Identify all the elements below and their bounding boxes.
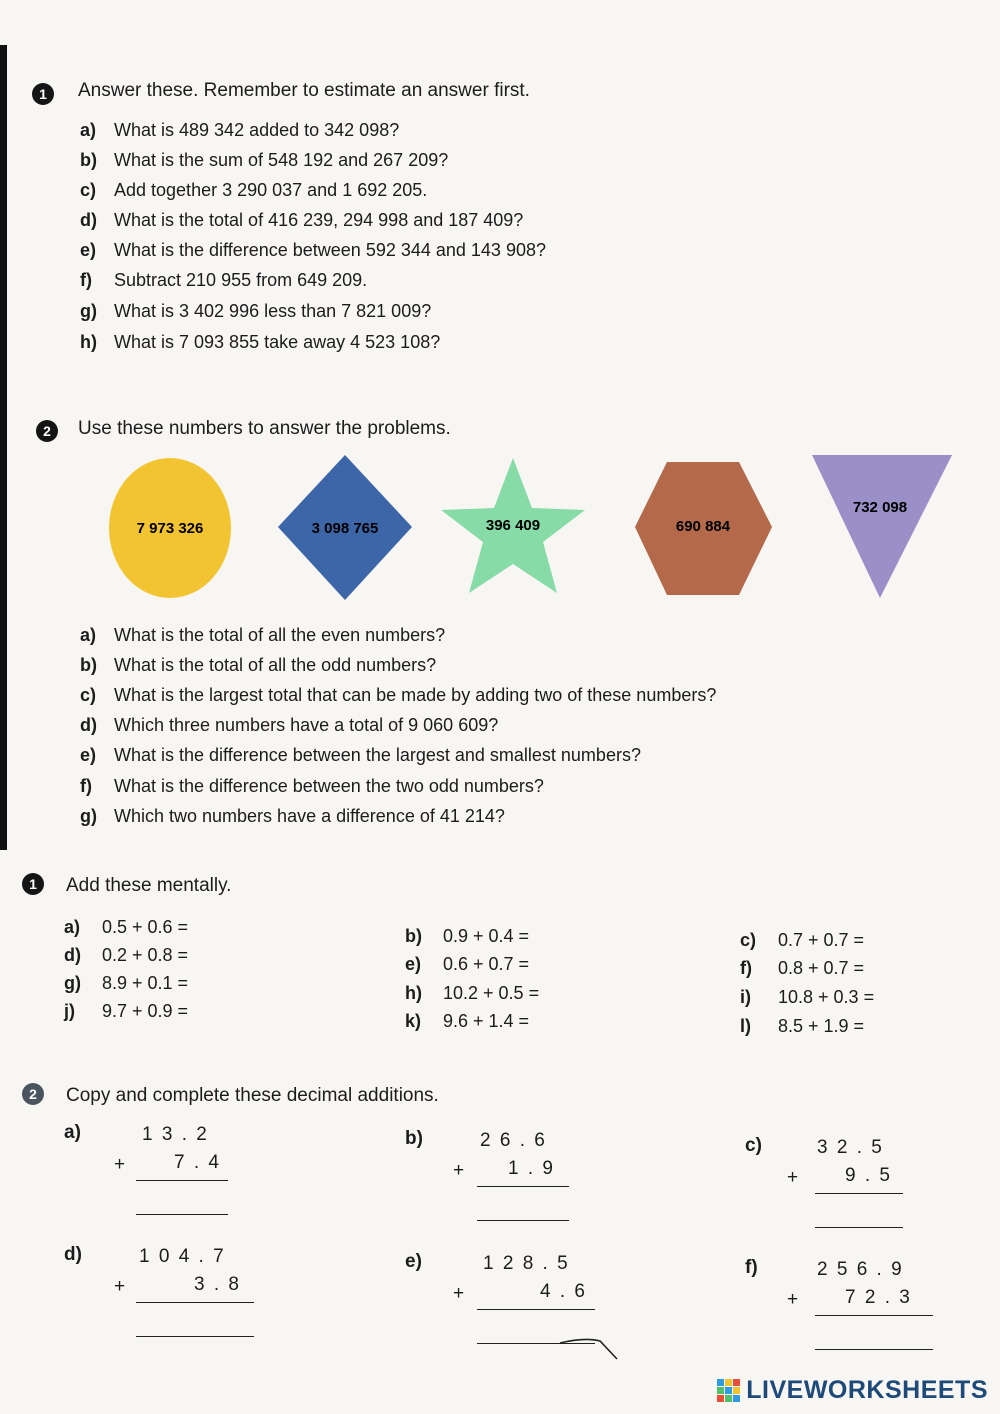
sum-line [815, 1315, 933, 1316]
addend-top: 1 3 . 2 [142, 1124, 209, 1145]
item-label: i) [740, 987, 751, 1007]
mental-item [740, 930, 864, 951]
question-label: a) [80, 625, 97, 645]
addend-bottom: 9 . 5 [845, 1165, 892, 1186]
item-expression: 8.9 + 0.1 = [102, 973, 189, 993]
problem-label: b) [405, 1128, 423, 1149]
mental-item [405, 954, 529, 975]
question-item [80, 120, 399, 141]
question-text: What is 3 402 996 less than 7 821 009? [114, 301, 432, 321]
brand-name: LIVEWORKSHEETS [746, 1376, 988, 1404]
question-label: d) [80, 715, 97, 735]
item-expression: 0.9 + 0.4 = [443, 926, 530, 946]
addition-problem [405, 1251, 635, 1361]
question-text: What is the total of all the odd numbers? [114, 655, 437, 675]
addend-bottom: 3 . 8 [194, 1274, 241, 1295]
question-label: b) [80, 150, 97, 170]
question-item [80, 210, 523, 231]
question-item [80, 240, 546, 261]
mental-item [740, 987, 874, 1008]
problem-label: d) [64, 1244, 82, 1265]
item-label: e) [405, 954, 422, 974]
question-item [80, 625, 445, 646]
addend-top: 2 5 6 . 9 [817, 1259, 904, 1280]
question-label: a) [80, 120, 97, 140]
answer-line [815, 1227, 903, 1228]
question-item [80, 332, 440, 353]
addend-top: 1 0 4 . 7 [139, 1246, 226, 1267]
question-label: g) [80, 806, 97, 826]
question-text: What is the total of all the even numbers? [114, 625, 446, 645]
section-number-badge [22, 873, 44, 895]
green-star-shape [441, 458, 585, 593]
brand-logo-icon [717, 1379, 740, 1402]
question-text: What is the difference between 592 344 and 143 908? [114, 240, 546, 260]
answer-line [477, 1220, 569, 1221]
section-instruction: Answer these. Remember to estimate an answer first. [78, 80, 530, 101]
problem-label: c) [745, 1135, 762, 1156]
number-shapes [0, 450, 1000, 610]
item-expression: 10.2 + 0.5 = [443, 983, 540, 1003]
item-expression: 0.8 + 0.7 = [778, 958, 865, 978]
question-label: e) [80, 240, 97, 260]
item-expression: 0.2 + 0.8 = [102, 945, 189, 965]
item-expression: 0.7 + 0.7 = [778, 930, 865, 950]
item-label: d) [64, 945, 81, 965]
yellow-circle-shape [109, 458, 231, 598]
addition-problem [405, 1128, 605, 1228]
item-label: l) [740, 1016, 751, 1036]
item-label: c) [740, 930, 757, 950]
addition-problem [745, 1257, 975, 1357]
item-label: a) [64, 917, 81, 937]
item-expression: 9.7 + 0.9 = [102, 1001, 189, 1021]
addend-bottom: 7 2 . 3 [845, 1287, 912, 1308]
question-text: What is 489 342 added to 342 098? [114, 120, 400, 140]
question-text: Subtract 210 955 from 649 209. [114, 270, 368, 290]
question-item [80, 685, 716, 706]
addend-bottom: 7 . 4 [174, 1152, 221, 1173]
item-expression: 9.6 + 1.4 = [443, 1011, 530, 1031]
mental-item [64, 945, 188, 966]
problem-label: e) [405, 1251, 422, 1272]
item-label: k) [405, 1011, 422, 1031]
badge-number: 1 [39, 86, 47, 102]
item-label: g) [64, 973, 81, 993]
badge-number: 2 [43, 423, 51, 439]
item-label: b) [405, 926, 422, 946]
problem-label: a) [64, 1122, 81, 1143]
question-item [80, 806, 505, 827]
problem-label: f) [745, 1257, 758, 1278]
section-number-badge [22, 1083, 44, 1105]
sum-line [477, 1309, 595, 1310]
answer-line [136, 1336, 254, 1337]
question-label: e) [80, 745, 97, 765]
question-item [80, 150, 448, 171]
mental-item [740, 1016, 864, 1037]
question-text: What is the sum of 548 192 and 267 209? [114, 150, 449, 170]
sum-line [477, 1186, 569, 1187]
question-label: f) [80, 776, 92, 796]
blue-diamond-shape [278, 455, 412, 600]
addition-problem [64, 1244, 284, 1344]
item-expression: 0.5 + 0.6 = [102, 917, 189, 937]
section-number-badge [36, 420, 58, 442]
purple-triangle-shape [812, 455, 952, 598]
question-text: Which three numbers have a total of 9 060 609? [114, 715, 499, 735]
shape-number: 7 973 326 [136, 520, 204, 537]
shape-number: 690 884 [675, 518, 731, 535]
addend-top: 1 2 8 . 5 [483, 1253, 570, 1274]
item-label: h) [405, 983, 422, 1003]
addend-bottom: 1 . 9 [508, 1158, 555, 1179]
question-label: f) [80, 270, 92, 290]
question-item [80, 715, 498, 736]
plus-sign: + [114, 1276, 126, 1297]
plus-sign: + [114, 1154, 126, 1175]
question-text: What is the total of 416 239, 294 998 and 187 409? [114, 210, 524, 230]
question-text: What is the largest total that can be made by adding two of these numbers? [114, 685, 717, 705]
left-margin-bar [0, 45, 7, 850]
addend-top: 2 6 . 6 [480, 1130, 547, 1151]
mental-item [405, 1011, 529, 1032]
question-item [80, 180, 427, 201]
question-item [80, 745, 641, 766]
question-text: Add together 3 290 037 and 1 692 205. [114, 180, 428, 200]
item-expression: 8.5 + 1.9 = [778, 1016, 865, 1036]
section-instruction: Add these mentally. [66, 875, 232, 896]
question-label: d) [80, 210, 97, 230]
mental-item [64, 1001, 188, 1022]
question-label: c) [80, 180, 97, 200]
mental-item [64, 973, 188, 994]
question-item [80, 270, 367, 291]
item-label: j) [64, 1001, 75, 1021]
plus-sign: + [787, 1289, 799, 1310]
question-item [80, 776, 544, 797]
sum-line [136, 1302, 254, 1303]
plus-sign: + [787, 1167, 799, 1188]
section-instruction: Copy and complete these decimal additions. [66, 1085, 439, 1106]
plus-sign: + [453, 1160, 465, 1181]
pencil-stroke-mark [555, 1331, 625, 1361]
question-item [80, 655, 436, 676]
sum-line [815, 1193, 903, 1194]
shape-number: 396 409 [485, 517, 541, 534]
mental-item [740, 958, 864, 979]
addend-top: 3 2 . 5 [817, 1137, 884, 1158]
question-label: g) [80, 301, 97, 321]
plus-sign: + [453, 1283, 465, 1304]
mental-item [405, 926, 529, 947]
sum-line [136, 1180, 228, 1181]
shape-number: 732 098 [852, 499, 908, 516]
addition-problem [745, 1135, 945, 1235]
mental-item [405, 983, 539, 1004]
item-expression: 0.6 + 0.7 = [443, 954, 530, 974]
shape-number: 3 098 765 [311, 520, 379, 537]
answer-line [136, 1214, 228, 1215]
section-instruction: Use these numbers to answer the problems. [78, 418, 451, 439]
item-expression: 10.8 + 0.3 = [778, 987, 875, 1007]
question-label: c) [80, 685, 97, 705]
question-text: Which two numbers have a difference of 41 214? [114, 806, 505, 826]
addition-problem [64, 1122, 264, 1222]
addend-bottom: 4 . 6 [540, 1281, 587, 1302]
brown-hexagon-shape [635, 462, 772, 595]
question-label: b) [80, 655, 97, 675]
badge-number: 1 [29, 876, 37, 892]
mental-item [64, 917, 188, 938]
question-item [80, 301, 431, 322]
item-label: f) [740, 958, 752, 978]
section-number-badge [32, 83, 54, 105]
badge-number: 2 [29, 1086, 37, 1102]
question-label: h) [80, 332, 97, 352]
question-text: What is 7 093 855 take away 4 523 108? [114, 332, 441, 352]
question-text: What is the difference between the two odd numbers? [114, 776, 544, 796]
brand-watermark [717, 1376, 988, 1405]
question-text: What is the difference between the largest and smallest numbers? [114, 745, 641, 765]
answer-line [815, 1349, 933, 1350]
